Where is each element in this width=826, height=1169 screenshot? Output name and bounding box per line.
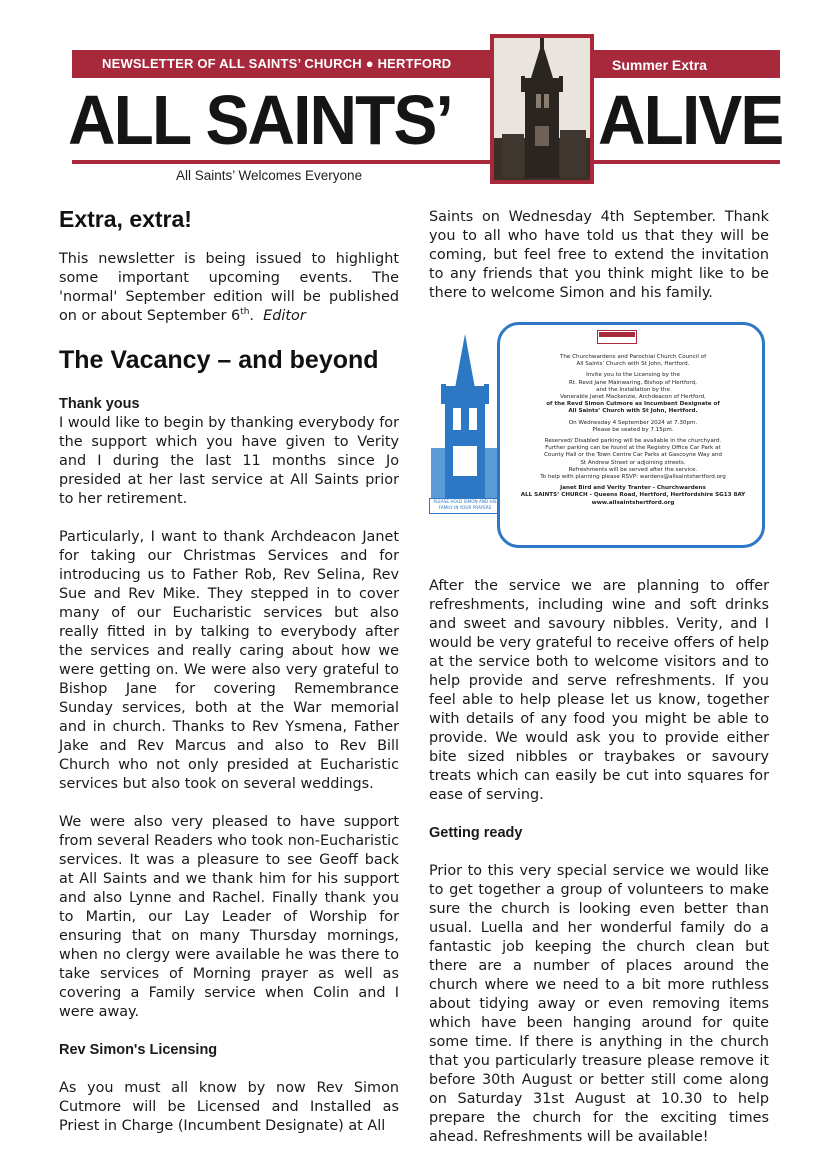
masthead-tagline: All Saints’ Welcomes Everyone (176, 168, 363, 183)
subheading-licensing: Rev Simon's Licensing (59, 1042, 218, 1058)
edition-badge: Summer Extra (594, 50, 780, 78)
paragraph-particularly: Particularly, I want to thank Archdeacon Janet for taking our Christmas Services and for introducing us to Father Rob, Rev Selina, Rev Sue and Rev Mike. They stepped in to cover many of our Eucharistic services but also really fitted in by talking to everybody after the services and really caring about how we were getting on. We were also very grateful to Bishop Jane for covering Remembrance Sunday services, both at the War memorial and in church. Thanks to Rev Ysmena, Father Jake and Rev Marcus and also to Rev Bill Church who not only presided at Eucharistic services but also took on several weddings. (59, 529, 399, 792)
paragraph-after-service: After the service we are planning to offer refreshments, including wine and soft drinks and sweet and savoury nibbles. Verity, and I would be very grateful to receive offers of help at the service both to welcome visitors and to help provide and serve refreshments. If you feel able to help please let us know, together with details of any food you might be able to provide. We would ask you to provide either bite sized nibbles or traybakes or savoury treats which can easily be cut into squares for ease of serving. (429, 578, 769, 803)
paragraph-thanks: I would like to begin by thanking everybody for the support which you have given to Verity and I during the last 11 months since Jo presided at her last service at All Saints prior to her retirement. (59, 415, 399, 507)
heading-extra: Extra, extra! (59, 206, 192, 232)
subheading-thanks: Thank yous (59, 396, 140, 412)
masthead-title: ALL SAINTS’ (68, 81, 452, 159)
paragraph-licensing: As you must all know by now Rev Simon Cutmore will be Licensed and Installed as Priest in Charge (Incumbent Designate) at All (59, 1080, 399, 1134)
heading-vacancy: The Vacancy – and beyond (59, 346, 379, 374)
subheading-getting-ready: Getting ready (429, 825, 523, 841)
diocese-logo (641, 330, 667, 344)
paragraph-extra: This newsletter is being issued to highlight some important upcoming events. The 'normal' September edition will be published on or about September 6th. Editor (59, 251, 399, 324)
masthead-title-alive: ALIVE (598, 81, 783, 159)
all-saints-logo (597, 330, 637, 344)
masthead-rule (72, 160, 780, 164)
paragraph-getting-ready: Prior to this very special service we would like to get together a group of volunteers to make sure the church is looking even better than usual. Luella and her wonderful family do a fantastic job keeping the church clean but there are a number of places around the church where we need to a bit more ruthless about tidying away or even removing items which have been hanging around for quite some time. If there is anything in the church that you particularly treasure please remove it before 30th August or better still come along on Saturday 31st August at 10.30 to help prepare the church for the exciting times ahead. Refreshments will be available! (429, 863, 769, 1145)
licensing-invitation (425, 322, 767, 550)
paragraph-readers: We were also very pleased to have support from several Readers who took non-Eucharistic services. It was a pleasure to see Geoff back at All Saints and we thank him for his support and also Lynne and Rachel. Finally thank you to Martin, our Lay Leader of Worship for ensuring that on many Thursday mornings, when no clergy were available he was there to take services of Morning prayer as well as covering a Family service when Colin and I were away. (59, 814, 399, 1020)
invitation-caption: PLEASE HOLD SIMON AND HIS FAMILY IN YOUR PRAYERS (429, 498, 501, 514)
church-tower-icon (494, 38, 590, 180)
left-column (59, 205, 399, 1155)
invitation-text: The Churchwardens and Parochial Church Council of All Saints’ Church with St John, Hertford. Invite you to the Licensing by the Rt. Revd Jane Mainwaring, Bishop of Hertford, and the Installation by the Venerable Janet Mackenzie, Archdeacon of Hertford, of the Revd Simon Cutmore as Incumbent Designate of All Saints’ Church with St John, Hertford. On Wednesday 4 September 2024 at 7.30pm. Please be seated by 7.15pm. Reserved/ Disabled parking will be available in the churchyard. Further parking can be found at the Registry Office Car Park at County Hall or the Town Centre Car Parks at Gascoyne Way and St Andrew Street or adjoining streets. Refreshments will be served after the service. To help with planning please RSVP: wardens@allsaintshertford.org Janet Bird and Verity Tranter - Churchwardens ALL SAINTS’ CHURCH - Queens Road, Hertford, Hertfordshire SG13 8AY www.allsaintshertford.org (520, 354, 746, 506)
paragraph-continued: Saints on Wednesday 4th September. Thank you to all who have told us that they will be coming, but feel free to extend the invitation to any friends that you think might like to be there to welcome Simon and his family. (429, 209, 769, 301)
newsletter-banner: NEWSLETTER OF ALL SAINTS’ CHURCH ● HERTFORD (72, 50, 490, 78)
church-tower-illustration (425, 328, 505, 518)
church-tower-logo (490, 34, 594, 184)
